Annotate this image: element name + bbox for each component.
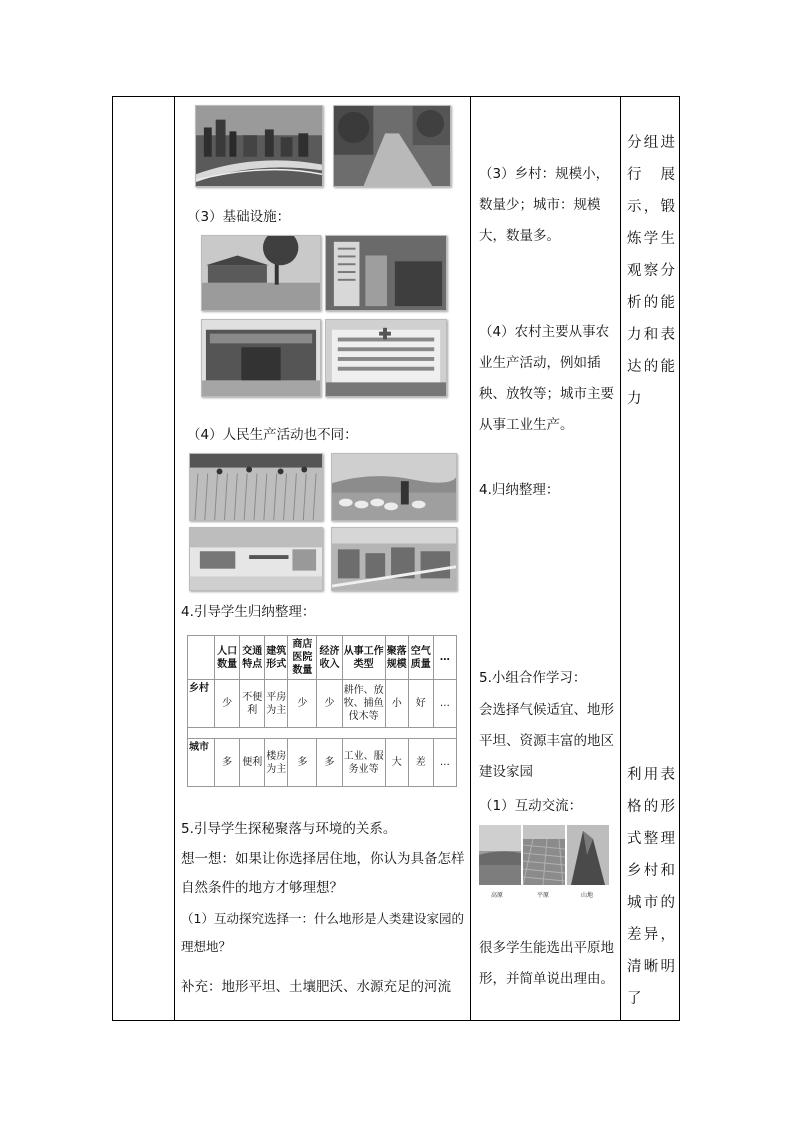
factory-photo	[331, 527, 457, 591]
think-question: 想一想：如果让你选择居住地，你认为具备怎样自然条件的地方才够理想？	[181, 851, 465, 896]
student-answer-3: （3）乡村：规模小，数量少；城市：规模大，数量多。	[479, 166, 610, 244]
table-cell: …	[433, 739, 456, 787]
student-answer-4: （4）农村主要从事农业生产活动，例如插秧、放牧等；城市主要从事工业生产。	[479, 324, 614, 433]
table-cell: 不便利	[240, 680, 265, 728]
lesson-table	[112, 96, 680, 1021]
table-header: 交通特点	[240, 636, 265, 680]
table-cell: 便利	[240, 739, 265, 787]
table-cell: 大	[385, 739, 408, 787]
city-photo	[195, 105, 323, 187]
row-label: 城市	[188, 739, 215, 787]
intent-text-b: 利用表格的形式整理乡村和城市的差异，清晰明了	[627, 767, 677, 1007]
table-cell: 多	[215, 739, 240, 787]
plain-photo	[523, 825, 565, 885]
rice-planting-photo	[189, 453, 323, 521]
village-clinic-photo	[201, 319, 321, 397]
table-cell: 差	[408, 739, 433, 787]
office-photo	[189, 527, 323, 591]
student-plain-answer: 很多学生能选出平原地形，并简单说出理由。	[479, 940, 614, 987]
production-title: （4）人民生产活动也不同：	[187, 427, 358, 443]
table-cell: 小	[385, 680, 408, 728]
table-cell: 少	[317, 680, 342, 728]
design-intent-column	[621, 97, 680, 1020]
table-header: 建筑形式	[265, 636, 288, 680]
table-header	[188, 636, 215, 680]
intent-text-a: 分组进行展示，锻炼学生观察分析的能力和表达的能力	[627, 135, 677, 407]
table-header: 从事工作类型	[342, 636, 385, 680]
infra-title: （3）基础设施：	[187, 209, 291, 225]
choice-one-question: （1）互动探究选择一：什么地形是人类建设家园的理想地？	[181, 911, 464, 954]
table-cell: 平房为主	[265, 680, 288, 728]
village-road-photo	[333, 105, 451, 187]
table-cell: 少	[215, 680, 240, 728]
table-cell: 多	[317, 739, 342, 787]
summary-title: 4.引导学生归纳整理：	[181, 604, 316, 620]
table-cell: …	[433, 680, 456, 728]
table-cell: 耕作、放牧、捕鱼伐木等	[342, 680, 385, 728]
student-activity-column	[471, 97, 620, 1020]
group-study-title: 5.小组合作学习：	[479, 670, 587, 686]
plateau-photo	[479, 825, 521, 885]
table-header: 经济收入	[317, 636, 342, 680]
supplement-text: 补充：地形平坦、土壤肥沃、水源充足的河流	[181, 979, 451, 995]
table-header: 空气质量	[408, 636, 433, 680]
village-infra-photo	[201, 235, 321, 311]
explore-title: 5.引导学生探秘聚落与环境的关系。	[181, 821, 397, 837]
student-summary: 4.归纳整理：	[479, 482, 560, 498]
table-header: 聚落规模	[385, 636, 408, 680]
teacher-activity-column	[175, 97, 470, 1020]
table-cell: 工业、服务业等	[342, 739, 385, 787]
row-label: 乡村	[188, 680, 215, 728]
mountain-caption: 山地	[581, 892, 594, 899]
table-gap-row	[188, 728, 457, 739]
mountain-photo	[567, 825, 609, 885]
plateau-caption: 高原	[491, 892, 504, 899]
table-row	[188, 739, 457, 787]
table-cell: 楼房为主	[265, 739, 288, 787]
city-hospital-photo	[325, 319, 447, 397]
table-header-row	[188, 636, 457, 680]
table-cell: 多	[288, 739, 317, 787]
city-infra-photo	[325, 235, 447, 311]
plain-caption: 平原	[537, 892, 550, 899]
table-header: 人口数量	[215, 636, 240, 680]
table-header: 商店医院数量	[288, 636, 317, 680]
table-cell: 好	[408, 680, 433, 728]
herding-photo	[331, 453, 457, 521]
village-city-table	[187, 635, 457, 787]
table-header: …	[433, 636, 456, 680]
interaction-title: （1）互动交流：	[479, 798, 583, 814]
group-study-answer: 会选择气候适宜、地形平坦、资源丰富的地区建设家园	[479, 702, 614, 780]
table-cell: 少	[288, 680, 317, 728]
table-row	[188, 680, 457, 728]
